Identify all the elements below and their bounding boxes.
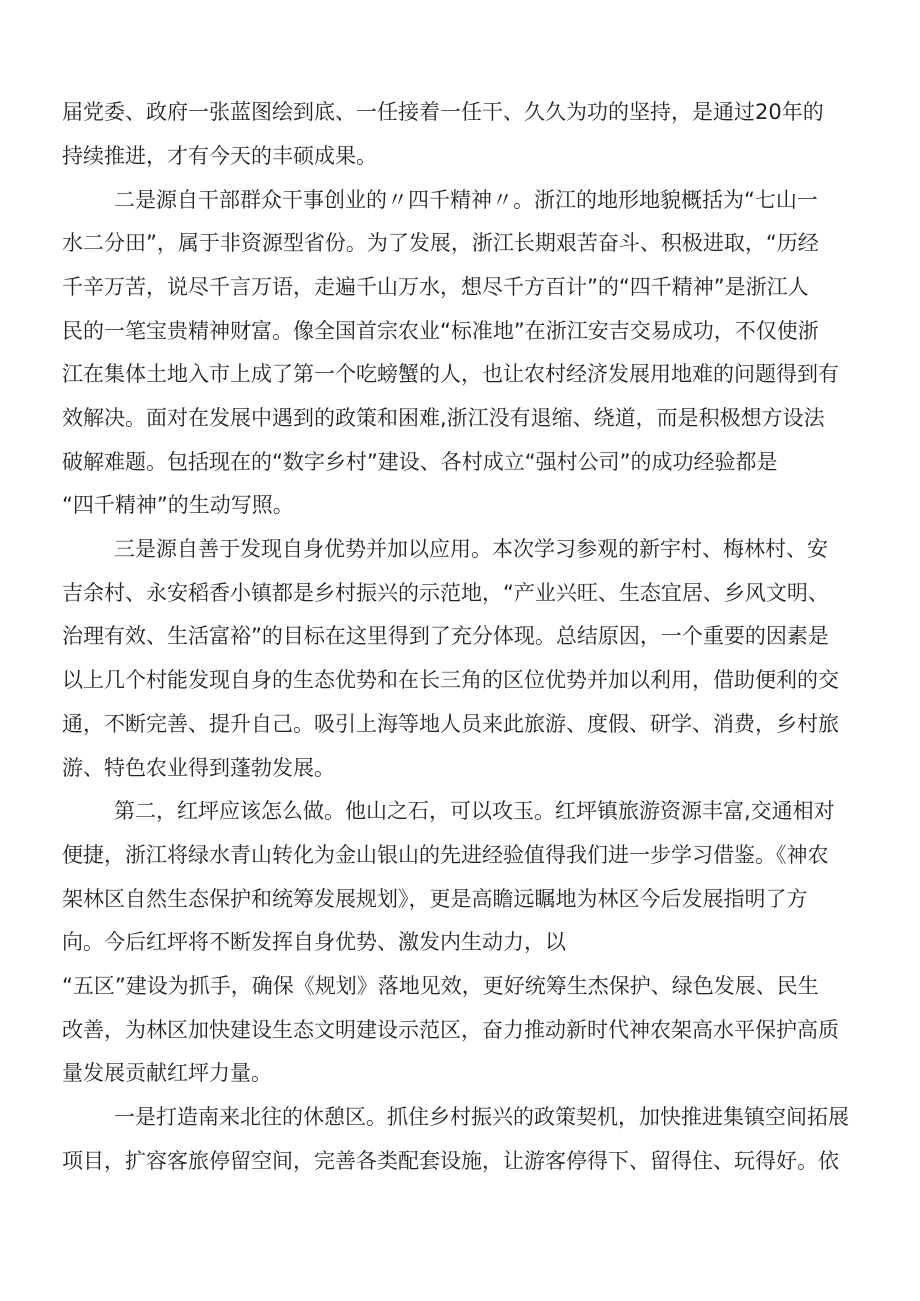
- text-line: 破解难题。包括现在的“数字乡村”建设、各村成立“强村公司”的成功经验都是: [62, 450, 778, 474]
- text-line: 江在集体土地入市上成了第一个吃螃蟹的人，也让农村经济发展用地难的问题得到有: [62, 362, 839, 386]
- text-line: “五区”建设为抓手，确保《规划》落地见效，更好统筹生杰保护、绿色发展、民生: [62, 974, 819, 998]
- text-line: 千辛万苦，说尽千言万语，走遍千山万水，想尽千方百计”的“四千精神”是浙江人: [62, 275, 809, 299]
- text-line: 改善，为林区加快建设生态文明建设示范区，奋力推动新时代神农架高水平保护高质: [62, 1018, 839, 1042]
- paragraph-first-line: 二是源自干部群众干事创业的〃四千精神〃。浙江的地形地貌概括为“七山一: [114, 188, 818, 212]
- text-line: 项目，扩容客旅停留空间，完善各类配套设施，让游客停得下、留得住、玩得好。依: [62, 1149, 839, 1173]
- text-line: 便捷，浙江将绿水青山转化为金山银山的先进经验值得我们进一步学习借鉴。《神农: [62, 843, 829, 867]
- text-line: 吉余村、永安稻香小镇都是乡村振兴的示范地，“产业兴旺、生态宜居、乡风文明、: [62, 581, 829, 605]
- text-line: 效解决。面对在发展中遇到的政策和困难,浙江没有退缩、绕道，而是积极想方设法: [62, 406, 825, 430]
- text-line: 以上几个村能发现自身的生态优势和在长三角的区位优势并加以利用，借助便利的交: [62, 668, 839, 692]
- text-line: 治理有效、生活富裕”的目标在这里得到了充分体现。总结原因，一个重要的因素是: [62, 624, 829, 648]
- text-line: 持续推进，才有今天的丰硕成果。: [62, 144, 377, 168]
- text-line: 届党委、政府一张蓝图绘到底、一任接着一任干、久久为功的坚持，是通过20年的: [62, 100, 824, 124]
- text-line: 水二分田”，属于非资源型省份。为了发展，浙江长期艰苦奋斗、积极进取，“历经: [62, 231, 819, 255]
- text-line: 架林区自然生态保护和统筹发展规划》，更是高瞻远瞩地为林区今后发展指明了方: [62, 887, 808, 911]
- paragraph-first-line: 三是源自善于发现自身优势并加以应用。本次学习参观的新宇村、梅林村、安: [114, 537, 828, 561]
- text-line: 民的一笔宝贵精神财富。像全国首宗农业“标准地”在浙江安吉交易成功，不仅使浙: [62, 319, 819, 343]
- paragraph-first-line: 一是打造南来北往的休憩区。抓住乡村振兴的政策契机，加快推进集镇空间拓展: [114, 1105, 849, 1129]
- text-line: “四千精神”的生动写照。: [62, 493, 294, 517]
- text-line: 向。今后红坪将不断发挥自身优势、激发内生动力，以: [62, 930, 566, 954]
- text-line: 游、特色农业得到蓬勃发展。: [62, 756, 335, 780]
- paragraph-first-line: 第二，红坪应该怎么做。他山之石，可以攻玉。红坪镇旅游资源丰富,交通相对: [114, 799, 835, 823]
- text-line: 量发展贡献红坪力量。: [62, 1061, 272, 1085]
- text-line: 通，不断完善、提升自己。吸引上海等地人员来此旅游、度假、研学、消费，乡村旅: [62, 712, 839, 736]
